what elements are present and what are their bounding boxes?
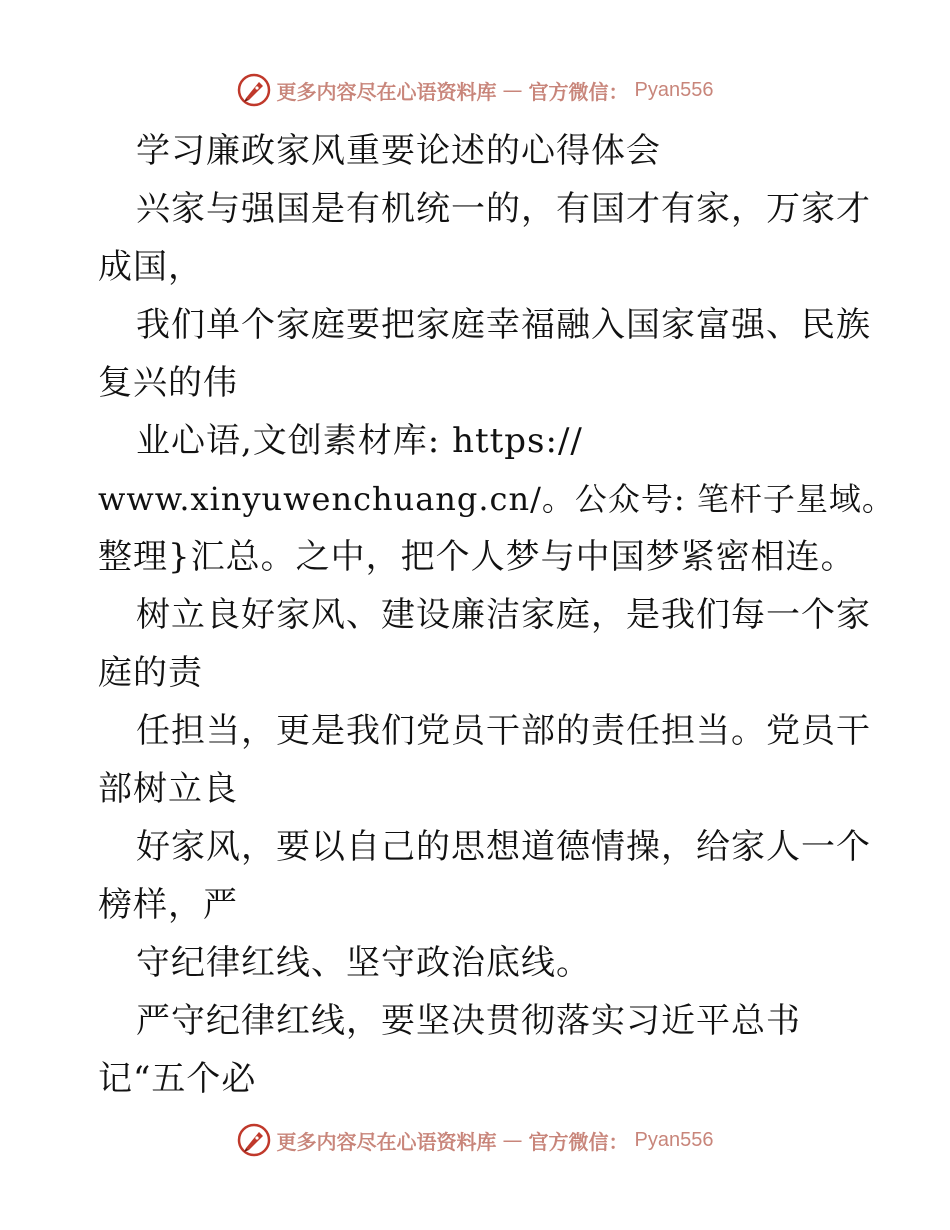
footer-watermark — [0, 1120, 950, 1160]
paragraph-line: 部树立良 — [98, 769, 238, 809]
pen-nib-logo-icon — [237, 1123, 271, 1157]
paragraph-line: 成国， — [98, 247, 203, 287]
watermark-separator: — — [502, 78, 523, 102]
paragraph-line: 复兴的伟 — [98, 363, 238, 403]
document-body — [98, 122, 895, 1108]
document-title: 学习廉政家风重要论述的心得体会 — [136, 131, 661, 171]
watermark-wechat-id: Pyan556 — [634, 1128, 714, 1151]
paragraph-line: 记“五个必 — [98, 1059, 257, 1099]
paragraph-line: 我们单个家庭要把家庭幸福融入国家富强、民族 — [136, 305, 871, 345]
watermark-brand: 更多内容尽在心语资料库 — [276, 79, 497, 104]
watermark-separator: — — [502, 1128, 523, 1152]
watermark-wechat-id: Pyan556 — [634, 78, 714, 101]
watermark-contact-label: 官方微信： — [528, 1129, 629, 1154]
paragraph-line: 庭的责 — [98, 653, 203, 693]
paragraph-line: 任担当，更是我们党员干部的责任担当。党员干 — [136, 711, 871, 751]
paragraph-line: 榜样，严 — [98, 885, 238, 925]
watermark-brand: 更多内容尽在心语资料库 — [276, 1129, 497, 1154]
pen-nib-logo-icon — [237, 73, 271, 107]
paragraph-line: 守纪律红线、坚守政治底线。 — [136, 943, 591, 983]
paragraph-line: 业心语,文创素材库: https:// — [136, 421, 583, 461]
paragraph-line: 兴家与强国是有机统一的，有国才有家，万家才 — [136, 189, 871, 229]
paragraph-line: 好家风，要以自己的思想道德情操，给家人一个 — [136, 827, 871, 867]
paragraph-line: 整理}汇总。之中，把个人梦与中国梦紧密相连。 — [98, 537, 856, 577]
paragraph-line: 树立良好家风、建设廉洁家庭，是我们每一个家 — [136, 595, 871, 635]
watermark-contact-label: 官方微信： — [528, 79, 629, 104]
paragraph-line: www.xinyuwenchuang.cn/。公众号: 笔杆子星域。 — [98, 480, 895, 518]
header-watermark — [0, 70, 950, 110]
paragraph-line: 严守纪律红线，要坚决贯彻落实习近平总书 — [136, 1001, 801, 1041]
